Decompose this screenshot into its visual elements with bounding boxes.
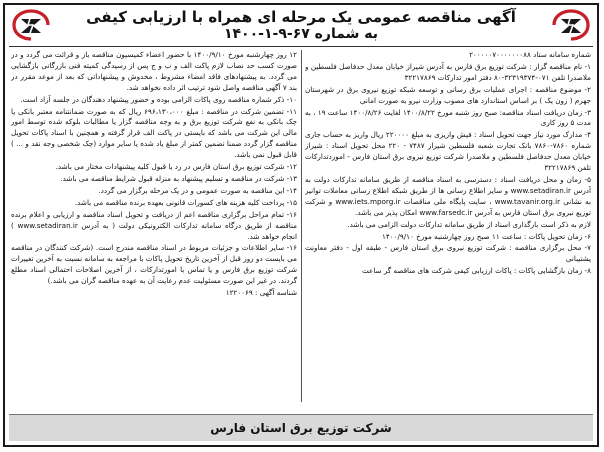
clause-2-subject: ۲- موضوع مناقصه : اجرای عملیات برق رسانی و توسعه شبکه توزیع نیروی برق در شهرستان جهرم ( زون یک ) بر اساس استاندارد های مصوب وزارت نیرو به صورت امانی	[305, 84, 591, 105]
clause-5-note: لازم به ذکر است بارگذاری اسناد از طریق سامانه تدارکات دولت الزامی می باشد.	[347, 219, 591, 229]
clause-11-guarantee: ۱۱- تضمین شرکت در مناقصه : مبلغ ۶۹۶،۱۳۰،۰۰۰ ریال که به صورت ضمانتنامه معتبر بانکی یا چک بانکی به نفع شرکت توزیع برق و به وجه مناقصه گزار یا مطالبات بلوکه شده توسط امور مالی این شرکت می باشد که بایستی در پاکت الف قرار گرفته و همچنین با اسناد پاکات تحویل مناقصه گزار گردد ضمنا تضمین کمتر از مبلغ یاد شده یا سایر موارد (چک شخصی وجه نقد و ... ) قابل قبول نمی باشد.	[11, 106, 297, 160]
left-column	[11, 50, 297, 402]
clause-1-tenderer: ۱- نام مناقصه گزار : شرکت توزیع برق فارس به آدرس شیراز خیابان معدل حدفاصل فلسطین و ملاصدرا تلفن ۰۷۱-۳۲۳۱۹۳۷۴-۸۰ دفتر امور تدارکات ۳۲۲۱۷۸۶۹	[305, 61, 591, 82]
clause-5-document-access: ۵- زمان و محل دریافت اسناد : دسترسی به اسناد مناقصه از طریق سامانه تدارکات دولت به آدرس www.setadiran.ir و سایر اطلاع رسانی ها از طریق شبکه اطلاع رسانی معاملات توانیر به نشانی www.tavanir.org.ir ، سایت پایگاه ملی مناقصات www.iets.mporg.ir و شرکت توزیع نیروی برق استان فارس به آدرس www.farsedc.ir امکان پذیر می باشد.	[305, 174, 591, 217]
clause-6-delivery-time: ۶- زمان تحویل پاکات : ساعت ۱۱ صبح روز چهارشنبه مورخ ۱۴۰۰/۹/۱۰	[382, 231, 591, 241]
tavanir-logo-icon	[11, 9, 51, 41]
ad-number: به شماره ۶۷-۹-۱-۱۴۰۰	[223, 26, 379, 42]
ad-title: آگهی مناقصه عمومی یک مرحله ای همراه با ارزیابی کیفی	[86, 8, 516, 26]
clause-14-type: ۱۴- این مناقصه به صورت عمومی و در یک مرحله برگزار می گردد.	[98, 185, 297, 195]
tender-advertisement	[3, 3, 599, 447]
clause-4-required-documents: ۴- مدارک مورد نیاز جهت تحویل اسناد : فیش واریزی به مبلغ ۲۲۰۰۰۰ ریال واریز به حساب جاری شماره ۷۸۶۰-۷۸۶۰ بانک تجارت شعبه فلسطین شیراز ۷۴۸۷ - ۲۲۰ محل تحویل اسناد : شیراز خیابان معدل حدفاصل فلسطین و ملاصدرا شرکت توزیع نیروی برق استان فارس - اموردتدارکات تلفن ۳۲۲۱۷۸۶۹	[305, 130, 591, 173]
ad-id: شناسه آگهی : ۱۲۲۰۰۶۹	[225, 288, 297, 298]
column-separator	[301, 50, 302, 402]
tavanir-logo-icon	[551, 9, 591, 41]
clause-12-rights: ۱۲- شرکت توزیع برق استان فارس در رد یا قبول کلیه پیشنهادات مختار می باشد.	[55, 162, 297, 172]
clause-15-costs: ۱۵- پرداخت کلیه هزینه های کسورات قانونی بعهده برنده مناقصه می باشد.	[74, 197, 297, 207]
setad-number: شماره سامانه ستاد ۲۰۰۰۰۰۷۰۰۰۰۰۰۰۸۸	[469, 50, 591, 59]
clause-13-acceptance: ۱۳- شرکت در مناقصه و تسلیم پیشنهاد به منزله قبول شرایط مناقصه می باشد.	[60, 173, 297, 183]
clause-8-opening-time: ۸- زمان بازگشایی پاکات : پاکات ارزیابی کیفی شرکت های مناقصه گر ساعت	[362, 266, 591, 276]
footer-company-name: شرکت توزیع برق استان فارس	[9, 414, 593, 441]
clause-7-venue: ۷- محل برگزاری مناقصه : شرکت توزیع نیروی برق استان فارس - طبقه اول - دفتر معاونت پشتیبانی	[305, 243, 591, 264]
right-column	[305, 50, 591, 402]
clause-10-envelope-number: ۱۰- ذکر شماره مناقصه روی پاکات الزامی بوده و حضور پیشنهاد دهندگان در جلسه آزاد است.	[20, 94, 297, 104]
clause-3-document-period: ۳- زمان دریافت اسناد مناقصه: صبح روز شنبه مورخ ۱۴۰۰/۸/۲۲ لغایت ۱۴۰۰/۸/۲۶ ساعت ۱۹ ، به مدت ۵ روز کاری	[305, 107, 591, 128]
clause-8-continued: ۱۲ روز چهارشنبه مورخ ۱۴۰۰/۹/۱۰ با حضور اعضاء کمیسیون مناقصه باز و قرائت می گردد و در صورت کسب حد نصاب لازم پاکت الف و ب و ج پس از رسیدگی کمیته فنی بازرگانی بازگشایی می گردد. به پیشنهادهای فاقد امضاء مشروط ، مخدوش و پیشنهاداتی که بعد از موعد مقرر در بند ۷ آگهی مناقصه واصل شود ترتیب اثر داده نخواهد شد.	[11, 50, 297, 92]
header	[5, 5, 597, 45]
clause-16-other-info: ۱۶- سایر اطلاعات و جزئیات مربوط در اسناد مناقصه مندرج است. (شرکت کنندگان در مناقصه می بایست دو روز قبل از آخرین تاریخ تحویل پاکات با مراجعه به سامانه نسبت به آخرین تغییرات شرکت توزیع برق فارس و یا تماس با امورتدارکات ، از آخرین اصلاحات احتمالی اسناد مطلع گردند. در غیر این صورت مسئولیت عدم رعایت آن به عهده مناقصه گران می باشد.)	[11, 243, 297, 286]
header-divider	[9, 46, 593, 47]
clause-16-electronic-process: ۱۶- تمام مراحل برگزاری مناقصه اعم از دریافت و تحویل اسناد مناقصه و ارزیابی و اعلام برنده مناقصه از طریق درگاه سامانه تدارکات الکترونیکی دولت ( به آدرس www.setadiran.ir ) انجام خواهد شد.	[11, 209, 297, 241]
